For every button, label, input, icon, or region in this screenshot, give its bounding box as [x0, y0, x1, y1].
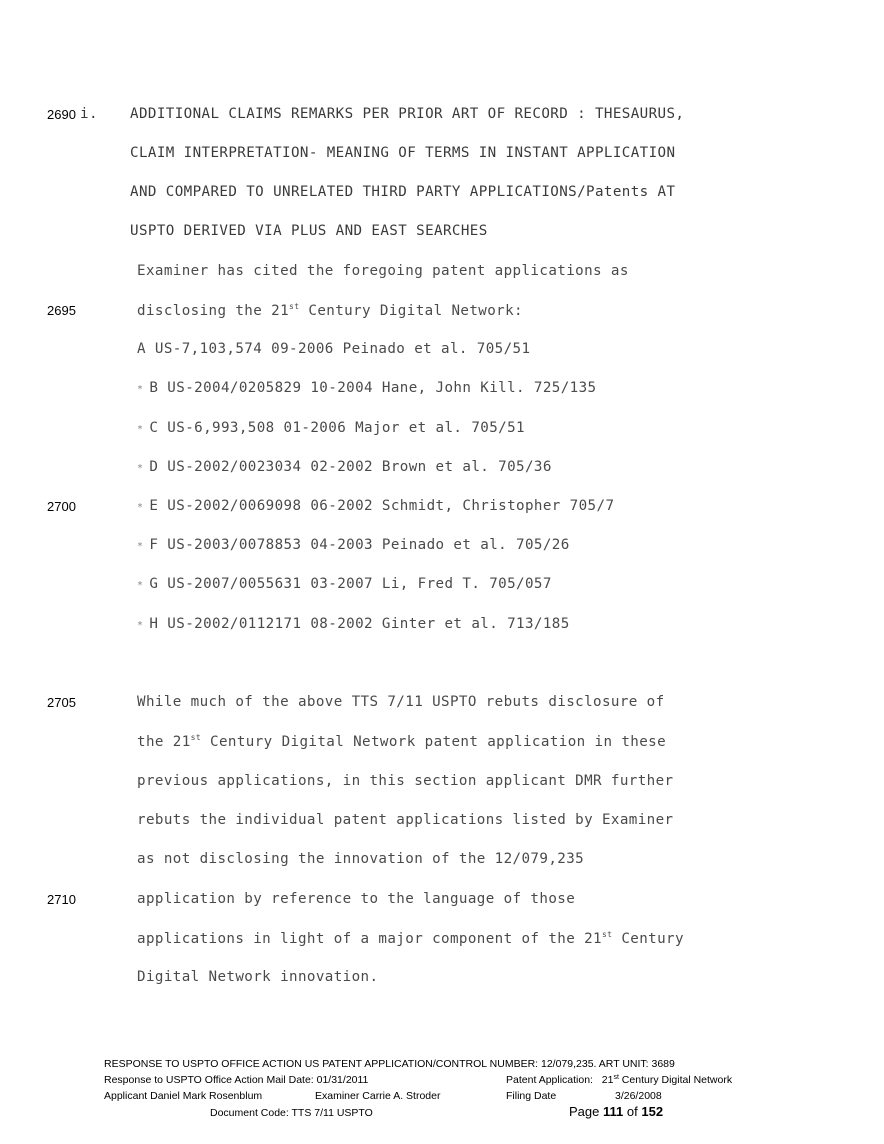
- reference-text: A US-7,103,574 09-2006 Peinado et al. 705/51: [137, 341, 531, 357]
- bullet-icon: *: [137, 463, 144, 474]
- reference-text: F US-2003/0078853 04-2003 Peinado et al. 705/26: [149, 537, 570, 553]
- body-line: application by reference to the language of those: [137, 891, 576, 907]
- line-number-2690: 2690: [47, 107, 76, 122]
- bullet-icon: *: [137, 424, 144, 435]
- bullet-icon: *: [137, 384, 144, 395]
- line-number-2705: 2705: [47, 695, 76, 710]
- reference-item: [137, 459, 552, 475]
- reference-text: E US-2002/0069098 06-2002 Schmidt, Christopher 705/7: [149, 498, 615, 514]
- footer-applicant: Applicant Daniel Mark Rosenblum: [104, 1090, 263, 1102]
- body-line: [137, 930, 684, 947]
- reference-item: [137, 498, 614, 514]
- line-number-2695: 2695: [47, 303, 76, 318]
- footer-filing-date: 3/26/2008: [615, 1090, 662, 1102]
- footer-response-line: RESPONSE TO USPTO OFFICE ACTION US PATENT APPLICATION/CONTROL NUMBER: 12/079,235. ART UNIT: 3689: [104, 1058, 675, 1070]
- line-number-2700: 2700: [47, 499, 76, 514]
- body-line: as not disclosing the innovation of the 12/079,235: [137, 851, 585, 867]
- ordinal-suffix: st: [613, 1074, 619, 1081]
- footer-text: Century Digital Network: [618, 1074, 733, 1086]
- reference-text: H US-2002/0112171 08-2002 Ginter et al. 713/185: [149, 616, 570, 632]
- reference-item: [137, 537, 570, 553]
- bullet-icon: *: [137, 620, 144, 631]
- intro-line: [137, 302, 523, 319]
- current-page: 111: [603, 1104, 624, 1119]
- reference-text: G US-2007/0055631 03-2007 Li, Fred T. 705/057: [149, 576, 552, 592]
- ordinal-suffix: st: [601, 930, 613, 939]
- heading-line: CLAIM INTERPRETATION- MEANING OF TERMS IN INSTANT APPLICATION: [130, 145, 676, 161]
- reference-item: [137, 380, 597, 396]
- heading-marker: i.: [80, 106, 98, 122]
- body-line: [137, 733, 666, 750]
- reference-item: [137, 616, 570, 632]
- body-text: applications in light of a major component of the 21: [137, 931, 602, 947]
- body-line: previous applications, in this section applicant DMR further: [137, 773, 674, 789]
- body-text: Century: [612, 931, 684, 947]
- heading-line: USPTO DERIVED VIA PLUS AND EAST SEARCHES: [130, 223, 488, 239]
- ordinal-suffix: st: [190, 733, 202, 742]
- footer-mail-date: Response to USPTO Office Action Mail Date: 01/31/2011: [104, 1074, 369, 1086]
- reference-text: C US-6,993,508 01-2006 Major et al. 705/51: [149, 420, 525, 436]
- page-label: Page: [569, 1104, 600, 1119]
- footer-document-code: Document Code: TTS 7/11 USPTO: [210, 1107, 373, 1119]
- body-line: Digital Network innovation.: [137, 969, 379, 985]
- reference-item: [137, 341, 530, 357]
- heading-line: ADDITIONAL CLAIMS REMARKS PER PRIOR ART OF RECORD : THESAURUS,: [130, 106, 685, 122]
- footer-filing-label: Filing Date: [506, 1090, 557, 1102]
- body-text: the 21: [137, 734, 191, 750]
- line-number-2710: 2710: [47, 892, 76, 907]
- reference-item: [137, 576, 552, 592]
- footer-patent-application: [506, 1074, 732, 1086]
- reference-item: [137, 420, 525, 436]
- footer-examiner: Examiner Carrie A. Stroder: [315, 1090, 441, 1102]
- intro-text: Century Digital Network:: [299, 303, 523, 319]
- total-pages: 152: [641, 1104, 664, 1119]
- body-line: rebuts the individual patent applications listed by Examiner: [137, 812, 674, 828]
- intro-line: Examiner has cited the foregoing patent applications as: [137, 263, 629, 279]
- reference-text: D US-2002/0023034 02-2002 Brown et al. 705/36: [149, 459, 552, 475]
- bullet-icon: *: [137, 541, 144, 552]
- bullet-icon: *: [137, 502, 144, 513]
- footer-text: 21: [601, 1074, 614, 1086]
- ordinal-suffix: st: [289, 302, 300, 311]
- reference-text: B US-2004/0205829 10-2004 Hane, John Kill. 725/135: [149, 380, 597, 396]
- body-text: Century Digital Network patent application in these: [201, 734, 667, 750]
- footer-label: Patent Application:: [506, 1074, 593, 1086]
- body-line: While much of the above TTS 7/11 USPTO rebuts disclosure of: [137, 694, 665, 710]
- page-number: [569, 1104, 663, 1119]
- page-of: of: [626, 1104, 638, 1119]
- heading-line: AND COMPARED TO UNRELATED THIRD PARTY APPLICATIONS/Patents AT: [130, 184, 676, 200]
- intro-text: disclosing the 21: [137, 303, 290, 319]
- bullet-icon: *: [137, 580, 144, 591]
